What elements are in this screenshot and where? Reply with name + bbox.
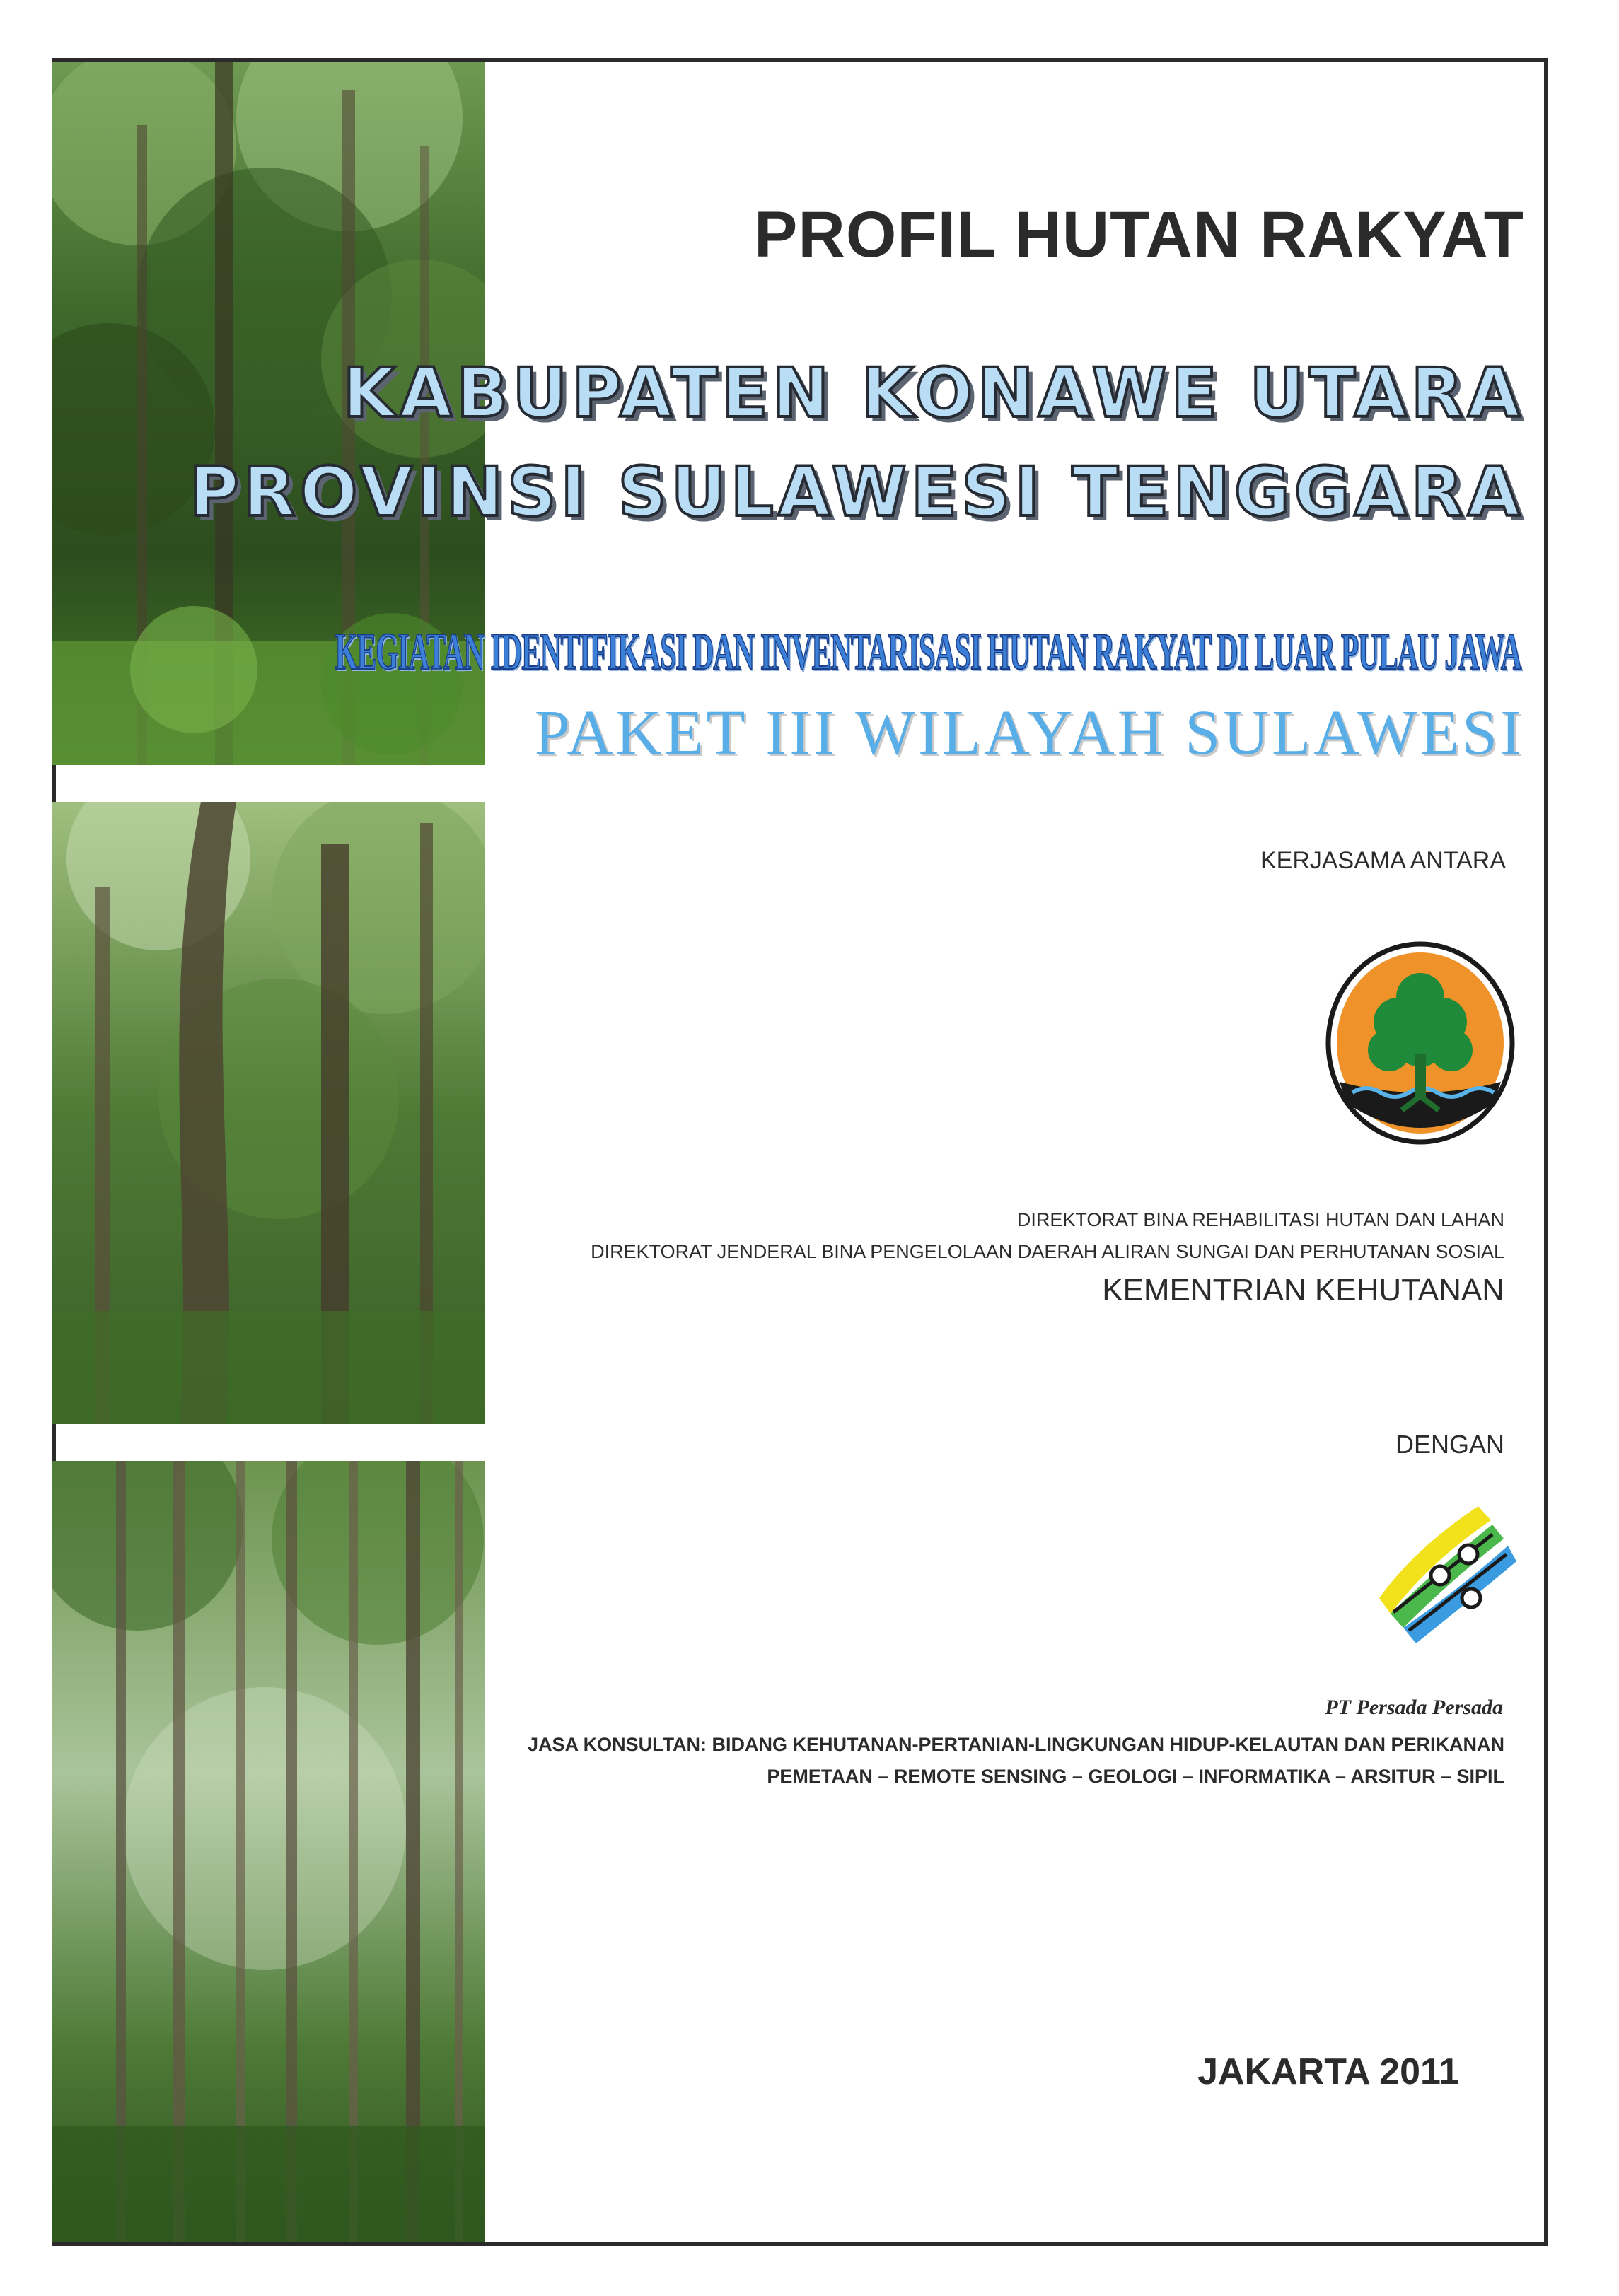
cooperation-label: KERJASAMA ANTARA: [1260, 847, 1506, 874]
cover-title: PROFIL HUTAN RAKYAT: [754, 199, 1524, 271]
package-title: PAKET III WILAYAH SULAWESI: [534, 698, 1524, 768]
region-regency: KABUPATEN KONAWE UTARA: [342, 354, 1524, 433]
company-name: PT Persada Persada: [1325, 1696, 1503, 1719]
forest-photo-bottom: [52, 1461, 485, 2242]
activity-title: KEGIATAN IDENTIFIKASI DAN INVENTARISASI HUTAN RAKYAT DI LUAR PULAU JAWA: [335, 623, 1521, 681]
region-province: PROVINSI SULAWESI TENGGARA: [189, 453, 1524, 532]
services-line-2: PEMETAAN – REMOTE SENSING – GEOLOGI – INFORMATIKA – ARSITUR – SIPIL: [767, 1766, 1504, 1787]
services-line-1: JASA KONSULTAN: BIDANG KEHUTANAN-PERTANIAN-LINGKUNGAN HIDUP-KELAUTAN DAN PERIKANAN: [528, 1734, 1504, 1755]
ministry-name: KEMENTRIAN KEHUTANAN: [1102, 1273, 1504, 1307]
forest-photo-middle: [52, 802, 485, 1424]
directorate-line-2: DIREKTORAT JENDERAL BINA PENGELOLAAN DAERAH ALIRAN SUNGAI DAN PERHUTANAN SOSIAL: [591, 1241, 1504, 1262]
ministry-emblem-icon: [1324, 940, 1516, 1146]
with-label: DENGAN: [1395, 1430, 1504, 1459]
place-year: JAKARTA 2011: [1197, 2051, 1459, 2092]
company-logo-icon: [1372, 1492, 1518, 1650]
directorate-line-1: DIREKTORAT BINA REHABILITASI HUTAN DAN LAHAN: [1016, 1209, 1504, 1230]
